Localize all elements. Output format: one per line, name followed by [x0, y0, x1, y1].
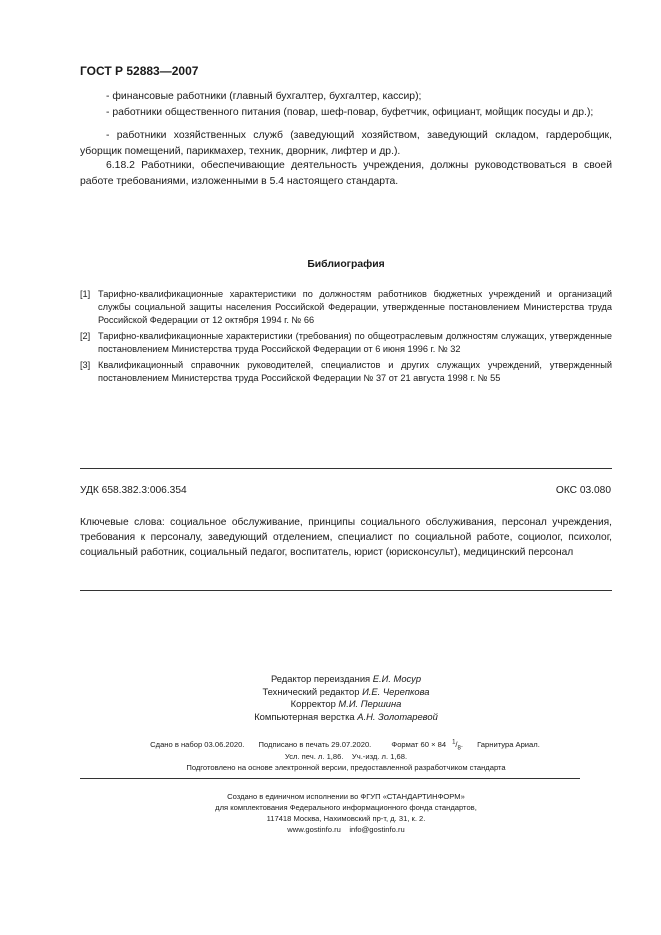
- divider: [80, 468, 612, 469]
- standard-number: ГОСТ Р 52883—2007: [80, 64, 199, 78]
- typeface: Гарнитура Ариал.: [477, 739, 540, 749]
- list-item: - финансовые работники (главный бухгалтер, бухгалтер, кассир);: [106, 91, 422, 102]
- list-item: - работники общественного питания (повар, шеф-повар, буфетчик, официант, мойщик посуды и др.);: [106, 107, 594, 118]
- divider: [80, 778, 580, 779]
- paper-format: Формат 60 × 84 $^1/_8$.: [391, 739, 463, 752]
- credit-line: Корректор М.И. Першина: [290, 698, 402, 709]
- signed-date: Подписано в печать 29.07.2020.: [258, 739, 372, 749]
- bibliography-entry: [80, 359, 612, 385]
- website-link[interactable]: www.gostinfo.ru: [287, 825, 341, 834]
- list-item: - работники хозяйственных служб (заведующий хозяйством, заведующий складом, гардеробщик, уборщик помещений, парикмахер, техник, дворник, лифтер и др.).: [80, 130, 612, 157]
- credit-line: Технический редактор И.Е. Черепкова: [262, 685, 430, 697]
- entry-number: [3]: [80, 360, 91, 370]
- bibliography-title: Библиография: [307, 259, 385, 270]
- entry-number: [2]: [80, 331, 91, 341]
- submitted-date: Сдано в набор 03.06.2020.: [150, 739, 245, 749]
- credit-line: Компьютерная верстка А.Н. Золотаревой: [254, 710, 438, 722]
- keywords: Ключевые слова: социальное обслуживание, принципы социального обслуживания, персонал учреждения, требования к персоналу, заведующий отделением, специалист по социальной работе, социолог, психолог, социальный работник, социальный педагог, воспитатель, юрист (юрисконсульт), медицинский персонал: [80, 517, 612, 558]
- credit-line: Редактор переиздания Е.И. Мосур: [270, 673, 422, 684]
- credits: [80, 673, 612, 723]
- bibliography-entry: [80, 330, 612, 356]
- bibliography-entry: [80, 288, 612, 327]
- sheets-info: Усл. печ. л. 1,86. Уч.-изд. л. 1,68.: [284, 752, 408, 761]
- email-link[interactable]: info@gostinfo.ru: [349, 825, 405, 834]
- entry-text: Тарифно-квалификационные характеристики (требования) по общеотраслевым должностям служащих, утвержденные постановлением Министерства труда Российской Федерации от 6 июня 1996 г. № 32: [98, 331, 612, 354]
- divider: [80, 590, 612, 591]
- footer: Создано в единичном исполнении во ФГУП «СТАНДАРТИНФОРМ» для комплектования Федерального информационного фонда стандартов, 117418 Москва, Нахимовский пр-т, д. 31, к. 2. www.gostinfo.ru info@gostinfo.ru: [215, 792, 477, 834]
- oks-code: ОКС 03.080: [555, 485, 611, 496]
- udk-code: УДК 658.382.3:006.354: [80, 485, 187, 496]
- prepared-note: Подготовлено на основе электронной версии, предоставленной разработчиком стандарта: [186, 763, 506, 772]
- clause-6-18-2: 6.18.2 Работники, обеспечивающие деятельность учреждения, должны руководствоваться в своей работе требованиями, изложенными в 5.4 настоящего стандарта.: [80, 160, 612, 187]
- entry-text: Тарифно-квалификационные характеристики по должностям работников бюджетных учреждений и организаций службы социальной защиты населения Российской Федерации, утвержденные постановлением Министерства труда Российской Федерации от 12 октября 1994 г. № 66: [98, 289, 612, 325]
- publishing-info: [100, 739, 590, 751]
- entry-number: [1]: [80, 289, 91, 299]
- entry-text: Квалификационный справочник руководителей, специалистов и других служащих учреждений, утвержденный постановлением Министерства труда Российской Федерации № 37 от 21 августа 1998 г. № 55: [98, 360, 612, 383]
